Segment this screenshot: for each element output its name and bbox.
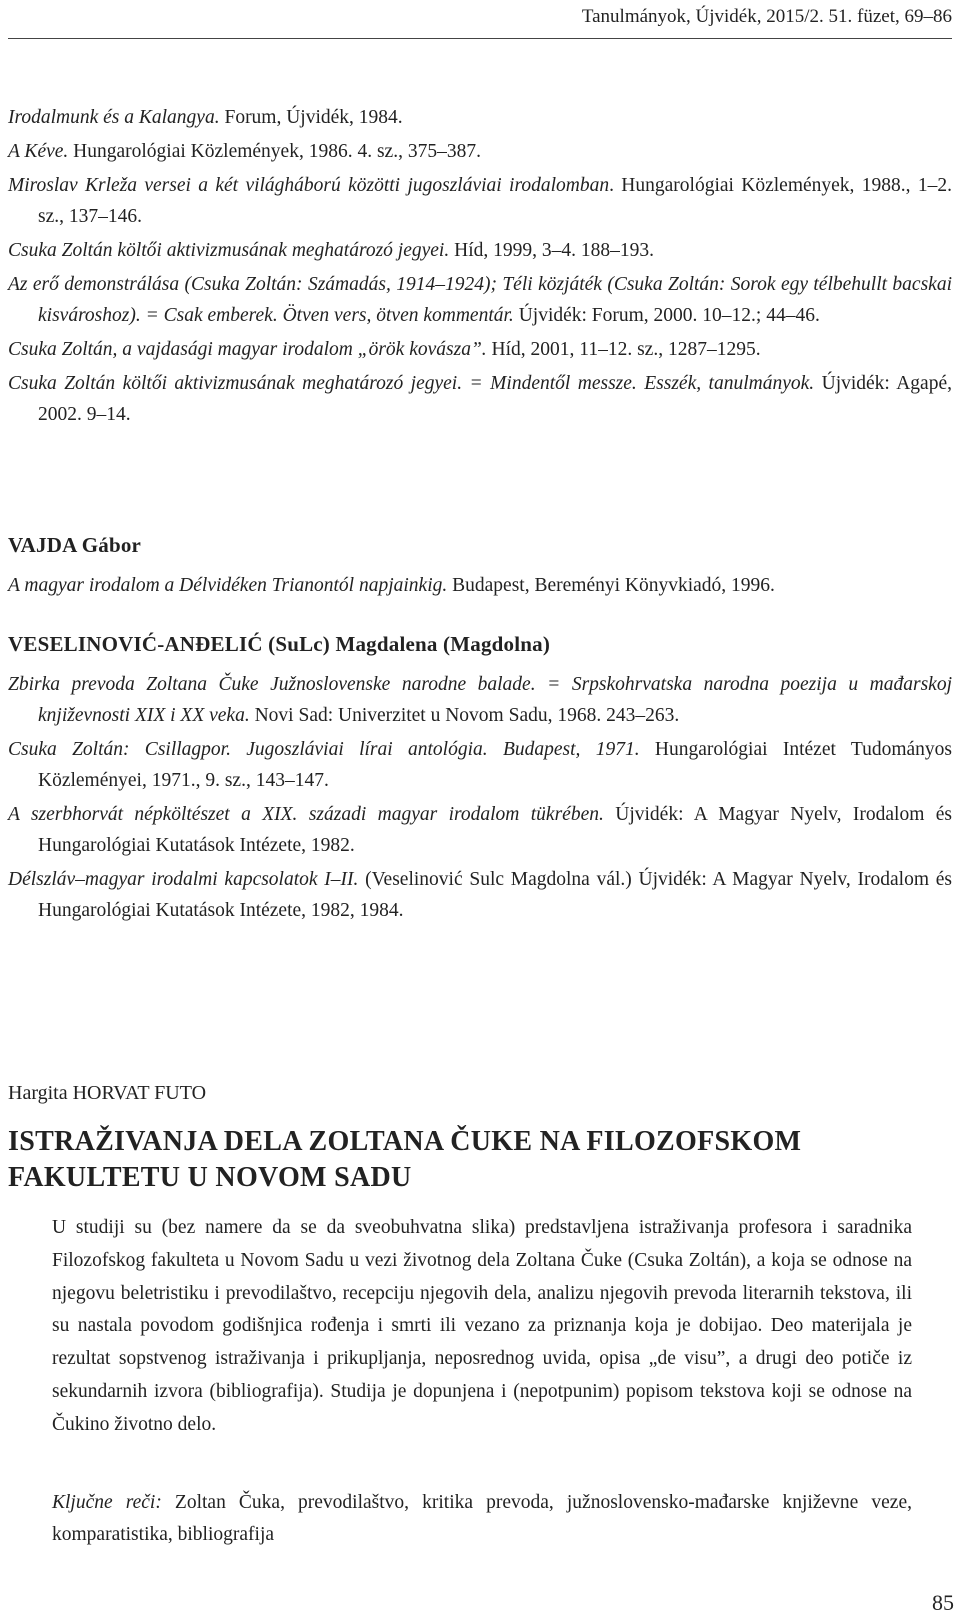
entry-title: Miroslav Krleža versei a két világháború közötti jugoszláviai irodalomban xyxy=(8,175,610,196)
entry-title: Zbirka prevoda Zoltana Čuke Južnoslovenske narodne balade. = Srpskohrvatska narodna poezija u mađarskoj književnosti XIX i XX veka. xyxy=(8,674,952,726)
bibliography-top xyxy=(8,102,952,433)
article-title-line-1: ISTRAŽIVANJA DELA ZOLTANA ČUKE NA FILOZOFSKOM xyxy=(8,1126,802,1157)
entry-title: Irodalmunk és a Kalangya. xyxy=(8,107,220,128)
entry-publication: Újvidék: Agapé, 2002. 9–14. xyxy=(38,373,952,425)
page-number: 85 xyxy=(932,1590,954,1615)
bibliography-entry xyxy=(8,570,952,601)
entry-publication: Újvidék: Forum, 2000. 10–12.; 44–46. xyxy=(513,305,820,326)
bibliography-entry xyxy=(8,669,952,731)
author-heading-vajda: VAJDA Gábor xyxy=(8,533,142,557)
keywords xyxy=(52,1487,912,1551)
abstract: U studiji su (bez namere da se da sveobuhvatna slika) predstavljena istraživanja profesora i saradnika Filozofskog fakulteta u Novom Sadu u vezi životnog dela Zoltana Čuke (Csuka Zoltán), a koja se odnose na njegovu beletristiku i prevodilaštvo, recepciju njegovih dela, analizu njegovih prevoda literarnih tekstova, ili su nastala povodom godišnjica rođenja i smrti ili vezano za priznanja koja je dobijao. Deo materijala je rezultat sopstvenog istraživanja i prikupljanja, neposrednog uvida, opisa „de visu”, a drugi deo potiče iz sekundarnih izvora (bibliografija). Studija je dopunjena i (nepotpunim) popisom tekstova koji se odnose na Čukino životno delo. xyxy=(52,1217,912,1435)
entry-publication: (Veselinović Sulc Magdolna vál.) Újvidék: A Magyar Nyelv, Irodalom és Hungarológiai Kutatások Intézete, 1982, 1984. xyxy=(38,869,952,921)
article-author: Hargita HORVAT FUTO xyxy=(8,1082,207,1104)
author-heading-veselinovic: VESELINOVIĆ-ANĐELIĆ (SuLc) Magdalena (Magdolna) xyxy=(8,632,551,656)
bibliography-entry xyxy=(8,136,952,167)
entry-title: Csuka Zoltán költői aktivizmusának meghatározó jegyei. = Mindentől messze. Esszék, tanulmányok. xyxy=(8,373,815,394)
keywords-label: Ključne reči: xyxy=(52,1492,162,1513)
entry-publication: Novi Sad: Univerzitet u Novom Sadu, 1968. 243–263. xyxy=(249,705,680,726)
entry-publication: . Hungarológiai Közlemények, 1988., 1–2. sz., 137–146. xyxy=(38,175,952,227)
entry-title: Az erő demonstrálása (Csuka Zoltán: Számadás, 1914–1924); Téli közjáték (Csuka Zoltán: Sorok egy télbehullt bacskai kisvároshoz). = Csak emberek. Ötven vers, ötven kommentár. xyxy=(8,274,952,326)
entry-title: A magyar irodalom a Délvidéken Trianontól napjainkig. xyxy=(8,575,448,596)
entry-title: Csuka Zoltán, a vajdasági magyar irodalom „örök kovásza”. xyxy=(8,339,487,360)
entry-publication: Forum, Újvidék, 1984. xyxy=(219,107,403,128)
bibliography-authors xyxy=(8,530,952,929)
entry-publication: Hungarológiai Intézet Tudományos Közleményei, 1971., 9. sz., 143–147. xyxy=(38,739,952,791)
bibliography-entry xyxy=(8,170,952,232)
bibliography-entry xyxy=(8,269,952,331)
bibliography-entry xyxy=(8,102,952,133)
article-title xyxy=(8,1124,952,1196)
running-head: Tanulmányok, Újvidék, 2015/2. 51. füzet, 69–86 xyxy=(8,0,952,39)
entry-title: A szerbhorvát népköltészet a XIX. századi magyar irodalom tükrében. xyxy=(8,804,604,825)
bibliography-entry xyxy=(8,235,952,266)
bibliography-entry xyxy=(8,799,952,861)
entry-publication: Budapest, Bereményi Könyvkiadó, 1996. xyxy=(447,575,775,596)
bibliography-entry xyxy=(8,864,952,926)
entry-title: Csuka Zoltán: Csillagpor. Jugoszláviai lírai antológia. Budapest, 1971. xyxy=(8,739,640,760)
bibliography-entry xyxy=(8,734,952,796)
entry-title: Délszláv–magyar irodalmi kapcsolatok I–II. xyxy=(8,869,359,890)
entry-publication: Híd, 2001, 11–12. sz., 1287–1295. xyxy=(486,339,761,360)
entry-publication: Híd, 1999, 3–4. 188–193. xyxy=(449,240,654,261)
bibliography-entry xyxy=(8,368,952,430)
entry-publication: Újvidék: A Magyar Nyelv, Irodalom és Hungarológiai Kutatások Intézete, 1982. xyxy=(38,804,952,856)
entry-publication: Hungarológiai Közlemények, 1986. 4. sz., 375–387. xyxy=(68,141,481,162)
entry-title: Csuka Zoltán költői aktivizmusának meghatározó jegyei. xyxy=(8,240,450,261)
keywords-text: Zoltan Čuka, prevodilaštvo, kritika prevoda, južnoslovensko-mađarske književne veze, komparatistika, bibliografija xyxy=(52,1492,912,1545)
article-title-line-2: FAKULTETU U NOVOM SADU xyxy=(8,1162,412,1193)
entry-title: A Kéve. xyxy=(8,141,69,162)
bibliography-entry xyxy=(8,334,952,365)
